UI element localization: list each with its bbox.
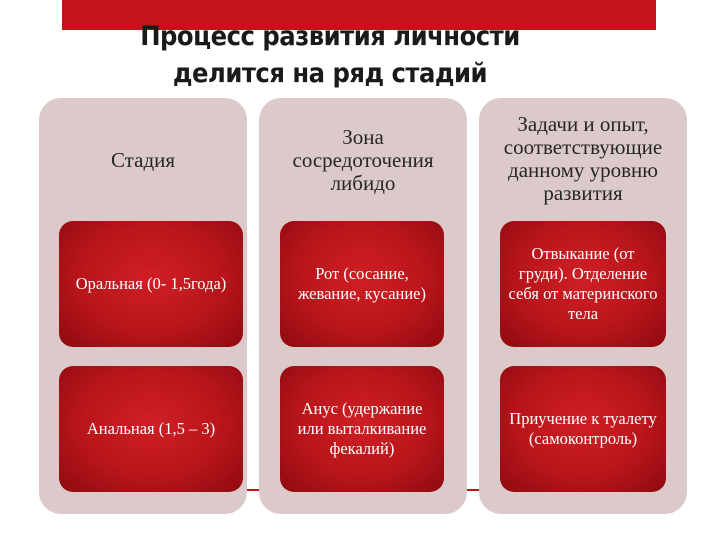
header-tasks-experience: Задачи и опыт, соответствующие данному уровню развития bbox=[503, 112, 663, 205]
cell-tasks-anal: Приучение к туалету (самоконтроль) bbox=[500, 366, 666, 492]
header-stage: Стадия bbox=[110, 147, 176, 172]
slide-title-line-2: делится на ряд стадий bbox=[172, 58, 488, 89]
cell-stage-anal: Анальная (1,5 – 3) bbox=[59, 366, 243, 492]
cell-stage-oral: Оральная (0- 1,5года) bbox=[59, 221, 243, 347]
slide-title-line-1: Процесс развития личности bbox=[140, 21, 520, 52]
cell-zone-oral: Рот (сосание, жевание, кусание) bbox=[280, 221, 444, 347]
cell-tasks-oral: Отвыкание (от груди). Отделение себя от материнского тела bbox=[500, 221, 666, 347]
cell-zone-anal: Анус (удержание или выталкивание фекалий) bbox=[280, 366, 444, 492]
header-libido-zone: Зона сосредоточения либидо bbox=[292, 124, 434, 195]
slide-title bbox=[120, 18, 540, 92]
